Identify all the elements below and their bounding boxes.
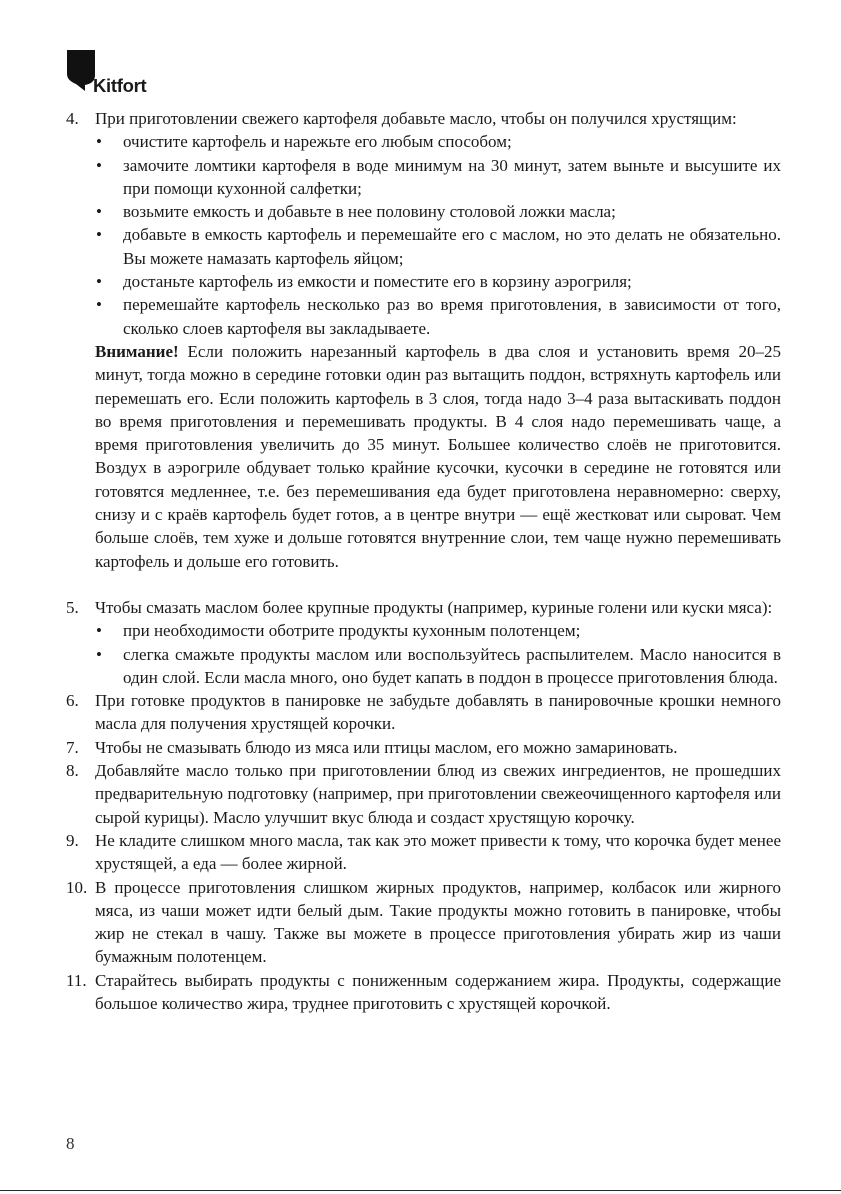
item-number: 8.: [66, 761, 79, 781]
list-item-6: [66, 689, 781, 736]
item-text: При готовке продуктов в панировке не забудьте добавлять в панировочные крошки немного масла для получения хрустящей корочки.: [95, 691, 781, 734]
spacer: [66, 573, 781, 596]
bullet-item: [95, 130, 781, 153]
bullet-icon: •: [96, 225, 102, 245]
item-number: 11.: [66, 970, 87, 990]
bullet-item: [95, 293, 781, 340]
bullet-icon: •: [96, 155, 102, 175]
attention-label: Внимание!: [95, 341, 179, 361]
list-item-4: [66, 107, 781, 573]
bullet-text: слегка смажьте продукты маслом или воспользуйтесь распылителем. Масло наносится в один слой. Если масла много, оно будет капать в поддон в процессе приготовления блюда.: [123, 644, 781, 687]
item-text: Чтобы не смазывать блюдо из мяса или птицы маслом, его можно замариновать.: [95, 737, 678, 757]
kitfort-logo: [66, 49, 166, 101]
instructions-body: [66, 107, 781, 1015]
bullet-icon: •: [96, 272, 102, 292]
list-item-8: [66, 759, 781, 829]
item-text: Добавляйте масло только при приготовлении блюд из свежих ингредиентов, не прошедших предварительную подготовку (например, при приготовлении свежеочищенного картофеля или сырой курицы). Масло улучшит вкус блюда и создаст хрустящую корочку.: [95, 761, 781, 827]
item-number: 6.: [66, 691, 79, 711]
list-item-11: [66, 969, 781, 1016]
item-number: 4.: [66, 109, 79, 128]
bullet-icon: •: [96, 295, 102, 315]
item-number: 7.: [66, 737, 79, 757]
page-number: 8: [66, 1134, 75, 1153]
list-item-5: [66, 596, 781, 689]
bullet-item: [95, 223, 781, 270]
bullet-icon: •: [96, 202, 102, 222]
bullet-item: [95, 154, 781, 201]
brand-name: Kitfort: [93, 75, 147, 96]
item-text: Старайтесь выбирать продукты с пониженным содержанием жира. Продукты, содержащие большое количество жира, труднее приготовить с хрустящей корочкой.: [95, 970, 781, 1013]
bottom-divider: [0, 1190, 841, 1191]
list-item-9: [66, 829, 781, 876]
item-text: Чтобы смазать маслом более крупные продукты (например, куриные голени или куски мяса):: [95, 597, 773, 617]
item-text: Не кладите слишком много масла, так как это может привести к тому, что корочка будет менее хрустящей, а еда — более жирной.: [95, 830, 781, 874]
bullet-text: возьмите емкость и добавьте в нее половину столовой ложки масла;: [123, 202, 616, 222]
item-text: В процессе приготовления слишком жирных продуктов, например, колбасок или жирного мяса, из чаши может идти белый дым. Такие продукты можно готовить в панировке, чтобы жир не стекал в чашу. Также вы можете в процессе приготовления убирать жир из чаши бумажным полотенцем.: [95, 877, 781, 967]
bullet-icon: •: [96, 621, 102, 641]
bullet-item: [95, 270, 781, 293]
item-text: При приготовлении свежего картофеля добавьте масло, чтобы он получился хрустящим:: [95, 109, 737, 128]
attention-text: Если положить нарезанный картофель в два слоя и установить время 20–25 минут, тогда можно в середине готовки один раз вытащить поддон, встряхнуть картофель или перемешать его. Если положить картофель в 3 слоя, тогда надо 3–4 раза вытаскивать поддон во время приготовления и перемешивать продукты. В 4 слоя надо перемешивать чаще, а время приготовления увеличить до 35 минут. Большее количество слоёв не приготовится. Воздух в аэрогриле обдувает только крайние кусочки, кусочки в середине не готовятся или готовятся медленнее, т.е. без перемешивания еда будет приготовлена неравномерно: сверху, снизу и с краёв картофель будет готов, а в центре внутри — ещё жестковат или сыроват. Чем больше слоёв, тем хуже и дольше готовятся внутренние слои, тем чаще нужно перемешивать картофель и дольше его готовить.: [95, 341, 781, 571]
list-item-7: [66, 736, 781, 759]
bullet-icon: •: [96, 644, 102, 664]
list-item-10: [66, 876, 781, 969]
bullet-text: перемешайте картофель несколько раз во время приготовления, в зависимости от того, сколько слоев картофеля вы закладываете.: [123, 295, 781, 338]
kitfort-logo-mark-icon: [66, 49, 96, 91]
bullet-text: достаньте картофель из емкости и поместите его в корзину аэрогриля;: [123, 272, 632, 292]
item-number: 5.: [66, 597, 79, 617]
item-number: 9.: [66, 830, 79, 850]
bullet-item: [95, 200, 781, 223]
bullet-text: при необходимости оботрите продукты кухонным полотенцем;: [123, 621, 581, 641]
attention-note: [95, 340, 781, 573]
bullet-icon: •: [96, 132, 102, 152]
bullet-item: [95, 643, 781, 690]
bullet-item: [95, 619, 781, 642]
bullet-text: замочите ломтики картофеля в воде минимум на 30 минут, затем выньте и высушите их при помощи кухонной салфетки;: [123, 155, 781, 198]
bullet-text: добавьте в емкость картофель и перемешайте его с маслом, но это делать не обязательно. Вы можете намазать картофель яйцом;: [123, 225, 781, 268]
bullet-text: очистите картофель и нарежьте его любым способом;: [123, 132, 512, 152]
item-number: 10.: [66, 877, 88, 897]
